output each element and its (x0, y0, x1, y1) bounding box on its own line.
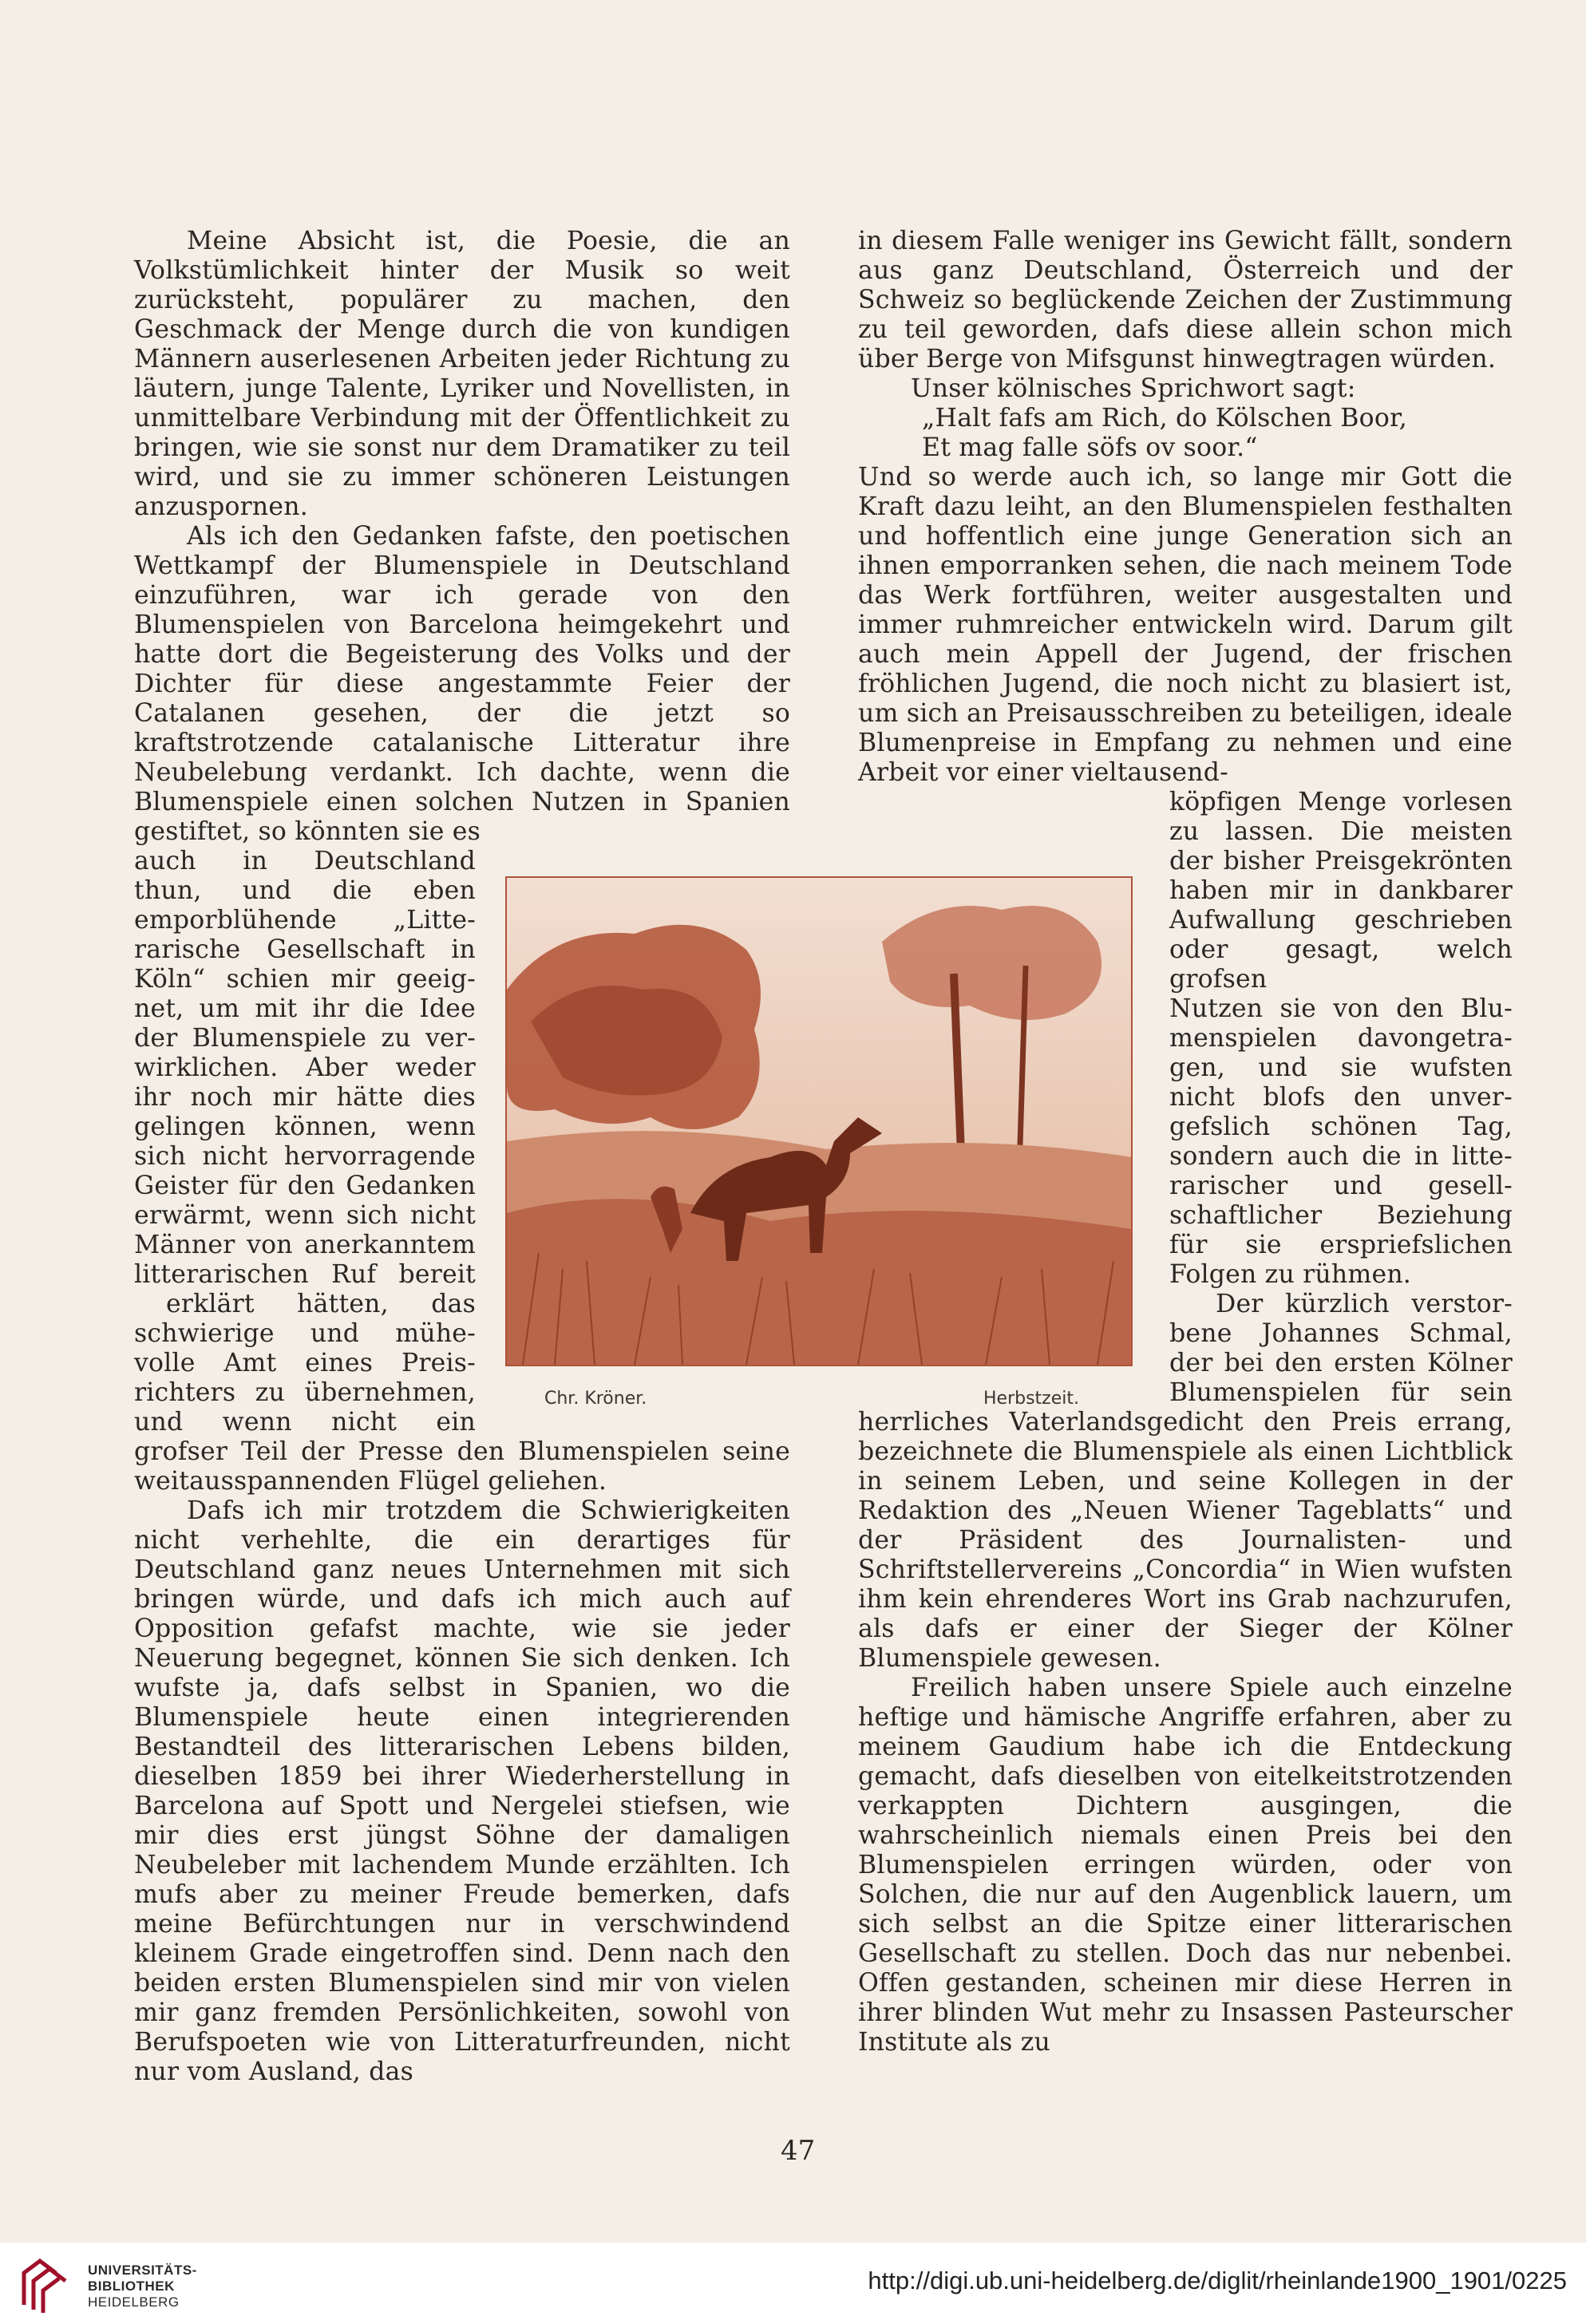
right-narrow-line: für sie erspriefslichen (1169, 1231, 1513, 1259)
university-library-logo-icon (16, 2257, 72, 2314)
left-narrow-line: richters zu übernehmen, (134, 1378, 476, 1407)
left-narrow-line: net, um mit ihr die Idee (134, 994, 476, 1023)
right-narrow-line: Der kürzlich verstor- (1216, 1290, 1513, 1318)
right-narrow-line: der bei den ersten Kölner (1169, 1349, 1513, 1377)
right-narrow-line: Aufwallung geschrieben (1169, 906, 1513, 935)
right-paragraph-4-end: herrliches Vaterlandsgedicht den Preis errang, bezeichnete die Blumenspiele als einen Lichtblick in seinem Leben, und seine Kollegen in der Redaktion des „Neuen Wiener Tageblatts“ und der Präsident des Journalisten- und Schriftstellervereins „Concordia“ in Wien wufsten ihm kein ehrenderes Wort ins Grab nachzurufen, als dafs er einer der Sieger der Kölner Blumenspiele gewesen. (858, 1408, 1513, 1673)
left-paragraph-3: Dafs ich mir trotzdem die Schwierigkeiten nicht verhehlte, die ein derartiges für Deutschland ganz neues Unternehmen mit sich bringen würde, und dafs ich mich auch auf Opposition gefafst machte, wie sie jeder Neuerung begegnet, können Sie sich denken. Ich wufste ja, dafs selbst in Spanien, wo die Blumenspiele heute einen integrierenden Bestandteil des litterarischen Lebens bilden, dieselben 1859 bei ihrer Wiederherstellung in Barcelona auf Spott und Nergelei stiefsen, wie mir dies erst jüngst Söhne der damaligen Neubeleber mit lachendem Munde erzählten. Ich mufs aber zu meiner Freude bemerken, dafs meine Befürchtungen nur in verschwindend kleinem Grade eingetroffen sind. Denn nach den beiden ersten Blumenspielen sind mir von vielen mir ganz fremden Persönlichkeiten, sowohl von Berufspoeten wie von Litteraturfreunden, nicht nur vom Ausland, das (134, 1496, 790, 2086)
right-narrow-line: menspielen davongetra- (1169, 1024, 1513, 1053)
left-narrow-line: rarische Gesellschaft in (134, 935, 476, 964)
left-paragraph-1: Meine Absicht ist, die Poesie, die an Volkstümlichkeit hinter der Musik so weit zurücksteht, populärer zu machen, den Geschmack der Menge durch die von kundigen Männern auserlesenen Arbeiten jeder Richtung zu läutern, junge Talente, Lyriker und Novellisten, in unmittelbare Verbindung mit der Öffentlichkeit zu bringen, wie sie sonst nur dem Dramatiker zu teil wird, und sie zu immer schöneren Leistungen anzuspornen. (134, 227, 790, 521)
left-narrow-line: emporblühende „Litte- (134, 906, 476, 935)
right-paragraph-3: Und so werde auch ich, so lange mir Gott die Kraft dazu leiht, an den Blumenspielen festhalten und hoffentlich eine junge Generation sich an ihnen emporranken sehen, die nach meinem Tode das Werk fortführen, weiter ausgestalten und immer ruhmreicher entwickeln wird. Darum gilt auch mein Appell der Jugend, der frischen fröhlichen Jugend, die noch nicht zu blasiert ist, um sich an Preisausschreiben zu beteiligen, ideale Blumenpreise in Empfang zu nehmen und eine Arbeit vor einer vieltausend- (858, 463, 1513, 787)
quote-line-1: „Halt fafs am Rich, do Kölschen Boor, (922, 404, 1407, 433)
library-name-line-3: HEIDELBERG (88, 2294, 180, 2310)
right-narrow-line: oder gesagt, welch grofsen (1169, 935, 1513, 994)
library-name (88, 2263, 197, 2310)
right-paragraph-1: in diesem Falle weniger ins Gewicht fällt, sondern aus ganz Deutschland, Österreich und der Schweiz so beglückende Zeichen der Zustimmung zu teil geworden, dafs diese allein schon mich über Berge von Mifsgunst hinwegtragen würden. (858, 227, 1513, 374)
right-narrow-line: sondern auch die in litte- (1169, 1142, 1513, 1171)
left-narrow-line: auch in Deutschland (134, 847, 476, 875)
left-narrow-line: und wenn nicht ein (134, 1408, 476, 1437)
left-narrow-line: der Blumenspiele zu ver- (134, 1024, 476, 1053)
left-narrow-line: Männer von anerkanntem (134, 1231, 476, 1259)
right-narrow-line: der bisher Preisgekrönten (1169, 847, 1513, 875)
right-narrow-line: zu lassen. Die meisten (1169, 817, 1513, 846)
right-paragraph-5: Freilich haben unsere Spiele auch einzelne heftige und hämische Angriffe erfahren, aber zu meinem Gaudium habe ich die Entdeckung gemacht, dafs dieselben von eitelkeitstrotzenden verkappten Dichtern ausgingen, die wahrscheinlich niemals einen Preis bei den Blumenspielen erringen würden, oder von Solchen, die nur auf den Augenblick lauern, um sich selbst an die Spitze einer litterarischen Gesellschaft zu stellen. Doch das nur nebenbei. Offen gestanden, scheinen mir diese Herren in ihrer blinden Wut mehr zu Insassen Pasteurscher Institute als zu (858, 1674, 1513, 2057)
library-name-line-2: BIBLIOTHEK (88, 2279, 175, 2294)
library-name-line-1: UNIVERSITÄTS- (88, 2263, 197, 2278)
left-narrow-line: sich nicht hervorragende (134, 1142, 476, 1171)
page-number: 47 (781, 2135, 816, 2167)
left-narrow-line: erwärmt, wenn sich nicht (134, 1201, 476, 1230)
right-narrow-line: nicht blofs den unver- (1169, 1083, 1513, 1112)
right-narrow-line: köpfigen Menge vorlesen (1169, 788, 1513, 816)
left-narrow-line: schwierige und mühe- (134, 1319, 476, 1348)
right-narrow-line: Folgen zu rühmen. (1169, 1260, 1412, 1289)
left-narrow-line: Geister für den Gedanken (134, 1172, 476, 1200)
illustration-herbstzeit (505, 876, 1133, 1366)
source-url-link[interactable]: http://digi.ub.uni-heidelberg.de/diglit/rheinlande1900_1901/0225 (868, 2267, 1567, 2294)
right-narrow-line: schaftlicher Beziehung (1169, 1201, 1513, 1230)
right-narrow-line: bene Johannes Schmal, (1169, 1319, 1513, 1348)
right-narrow-line: Blumenspielen für sein (1169, 1378, 1513, 1407)
left-narrow-line: erklärt hätten, das (166, 1290, 476, 1318)
right-narrow-line: rarischer und gesell- (1169, 1172, 1513, 1200)
right-narrow-line: gen, und sie wufsten (1169, 1053, 1513, 1082)
left-narrow-line: ihr noch mir hätte dies (134, 1083, 476, 1112)
right-paragraph-2: Unser kölnisches Sprichwort sagt: (911, 374, 1356, 403)
left-narrow-line: wirklichen. Aber weder (134, 1053, 476, 1082)
left-narrow-line: volle Amt eines Preis- (134, 1349, 476, 1377)
right-narrow-line: gefslich schönen Tag, (1169, 1113, 1513, 1141)
left-paragraph-2-end: grofser Teil der Presse den Blumenspielen seine weitausspannenden Flügel geliehen. (134, 1437, 790, 1496)
left-narrow-line: Köln“ schien mir geeig- (134, 965, 476, 994)
left-paragraph-2: Als ich den Gedanken fafste, den poetischen Wettkampf der Blumenspiele in Deutschland einzuführen, war ich gerade von den Blumenspielen von Barcelona heimgekehrt und hatte dort die Begeisterung des Volks und der Dichter für diese angestammte Feier der Catalanen gesehen, der die jetzt so kraftstrotzende catalanische Litteratur ihre Neubelebung verdankt. Ich dachte, wenn die Blumenspiele einen solchen Nutzen in Spanien gestiftet, so könnten sie es (134, 522, 790, 846)
left-narrow-line: thun, und die eben (134, 876, 476, 905)
illustration-deer-in-autumn-landscape (507, 878, 1131, 1365)
quote-line-2: Et mag falle söfs ov soor.“ (922, 433, 1258, 462)
right-narrow-line: Nutzen sie von den Blu- (1169, 994, 1513, 1023)
right-narrow-line: haben mir in dankbarer (1169, 876, 1513, 905)
figure-artist-caption: Chr. Kröner. (544, 1389, 647, 1409)
left-narrow-line: litterarischen Ruf bereit (134, 1260, 476, 1289)
left-narrow-line: gelingen können, wenn (134, 1113, 476, 1141)
figure-title-caption: Herbstzeit. (983, 1389, 1079, 1409)
